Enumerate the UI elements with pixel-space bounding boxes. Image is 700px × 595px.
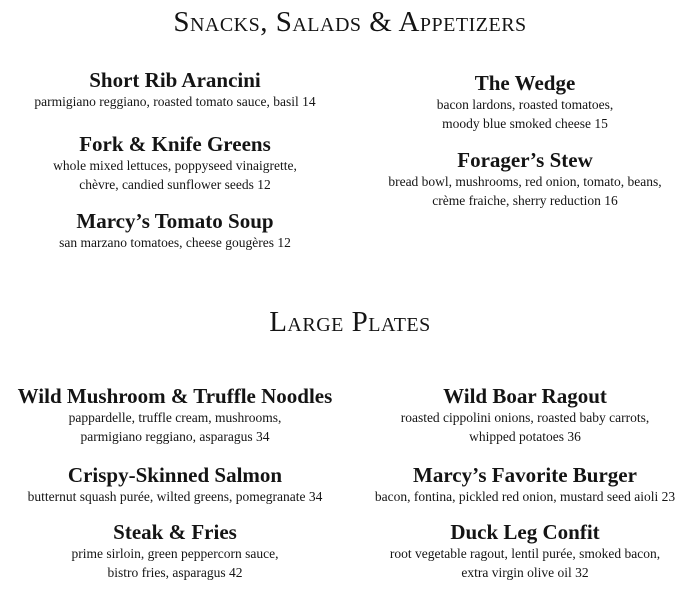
item-description: bacon lardons, roasted tomatoes, moody blue smoked cheese 15: [436, 97, 614, 131]
item-description: butternut squash purée, wilted greens, pomegranate 34: [27, 489, 323, 504]
item-description: san marzano tomatoes, cheese gougères 12: [59, 235, 291, 250]
item-description: root vegetable ragout, lentil purée, smoked bacon, extra virgin olive oil 32: [389, 546, 661, 580]
item-description: bacon, fontina, pickled red onion, mustard seed aioli 23: [374, 489, 676, 504]
snacks-right-column: [350, 68, 700, 268]
item-name: Short Rib Arancini: [89, 68, 261, 92]
item-name: Wild Mushroom & Truffle Noodles: [17, 384, 333, 408]
item-description: whole mixed lettuces, poppyseed vinaigrette, chèvre, candied sunflower seeds 12: [53, 158, 297, 192]
menu-item-wild-boar-ragout: [350, 384, 700, 446]
item-description: pappardelle, truffle cream, mushrooms, parmigiano reggiano, asparagus 34: [68, 410, 282, 444]
menu-item-marcys-tomato-soup: [0, 209, 350, 252]
menu-item-wild-mushroom-truffle-noodles: [0, 384, 350, 446]
menu-item-the-wedge: [350, 71, 700, 133]
item-name: Fork & Knife Greens: [79, 132, 271, 156]
section-title-snacks: Snacks, Salads & Appetizers: [173, 6, 527, 38]
item-description: bread bowl, mushrooms, red onion, tomato, beans, crème fraiche, sherry reduction 16: [388, 174, 662, 208]
menu-item-marcys-favorite-burger: [350, 463, 700, 506]
menu-item-duck-leg-confit: [350, 520, 700, 582]
menu-item-fork-knife-greens: [0, 132, 350, 194]
item-name: Crispy-Skinned Salmon: [67, 463, 283, 487]
item-name: Forager’s Stew: [457, 148, 593, 172]
snacks-left-column: [0, 68, 350, 268]
item-name: The Wedge: [474, 71, 576, 95]
item-name: Wild Boar Ragout: [443, 384, 607, 408]
item-name: Marcy’s Favorite Burger: [413, 463, 637, 487]
large-left-column: [0, 384, 350, 584]
menu-item-steak-fries: [0, 520, 350, 582]
item-description: parmigiano reggiano, roasted tomato sauce, basil 14: [34, 94, 316, 109]
menu-item-foragers-stew: [350, 148, 700, 210]
item-name: Marcy’s Tomato Soup: [76, 209, 274, 233]
item-description: roasted cippolini onions, roasted baby carrots, whipped potatoes 36: [400, 410, 650, 444]
item-name: Duck Leg Confit: [450, 520, 600, 544]
menu-item-crispy-skinned-salmon: [0, 463, 350, 506]
section-title-large-plates: Large Plates: [269, 306, 431, 338]
item-name: Steak & Fries: [113, 520, 237, 544]
item-description: prime sirloin, green peppercorn sauce, bistro fries, asparagus 42: [71, 546, 279, 580]
menu-item-short-rib-arancini: [0, 68, 350, 111]
large-right-column: [350, 384, 700, 584]
